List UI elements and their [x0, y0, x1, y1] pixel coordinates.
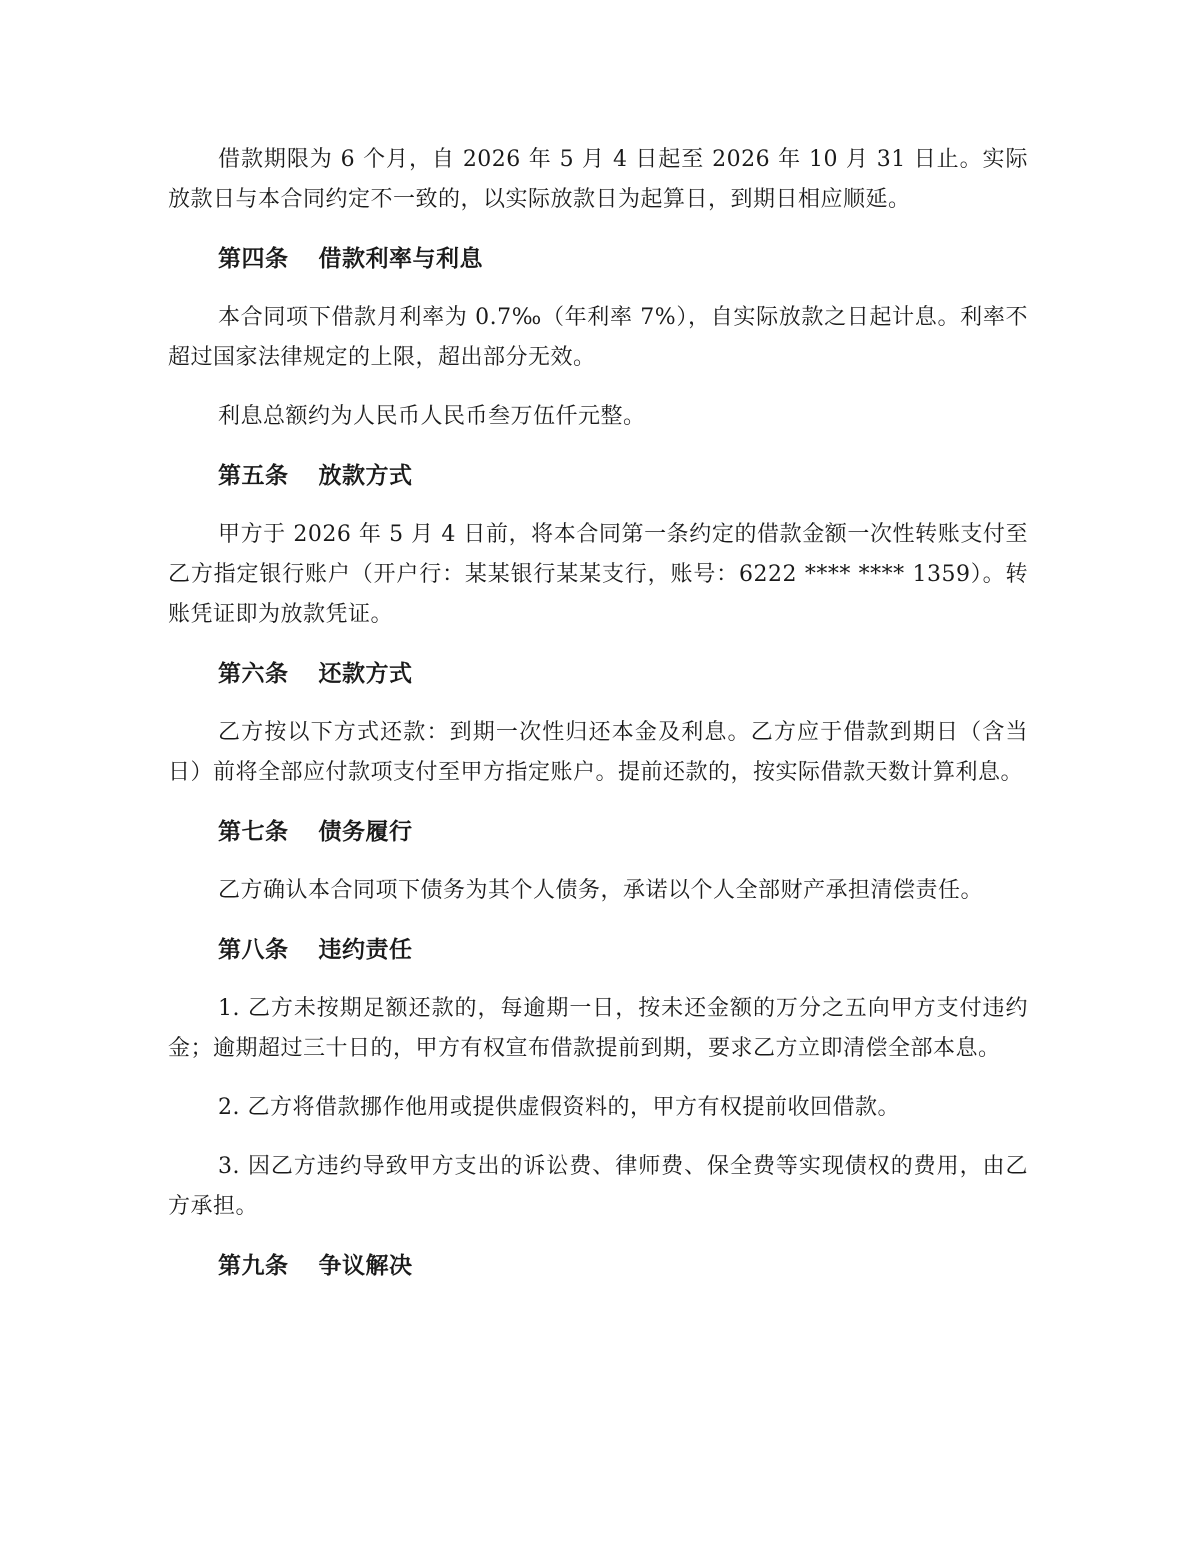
breach-clause-2: 2. 乙方将借款挪作他用或提供虚假资料的，甲方有权提前收回借款。	[218, 1095, 900, 1120]
article-4-number: 第四条	[218, 245, 289, 272]
article-9-title: 争议解决	[318, 1252, 413, 1279]
loan-term-paragraph: 借款期限为 6 个月，自 2026 年 5 月 4 日起至 2026 年 10 月 31 日止。实际放款日与本合同约定不一致的，以实际放款日为起算日，到期日相应顺延。	[168, 147, 1028, 212]
breach-clause-1: 1. 乙方未按期足额还款的，每逾期一日，按未还金额的万分之五向甲方支付违约金；逾期超过三十日的，甲方有权宣布借款提前到期，要求乙方立即清偿全部本息。	[168, 996, 1028, 1061]
article-7-number: 第七条	[218, 818, 289, 845]
article-7-title: 债务履行	[318, 818, 413, 845]
debt-performance-paragraph: 乙方确认本合同项下债务为其个人债务，承诺以个人全部财产承担清偿责任。	[218, 878, 984, 903]
article-7-heading	[218, 812, 1028, 852]
article-8-heading	[218, 930, 1028, 970]
article-5-heading	[218, 456, 1028, 496]
interest-rate-paragraph: 本合同项下借款月利率为 0.7‰（年利率 7%），自实际放款之日起计息。利率不超过国家法律规定的上限，超出部分无效。	[168, 305, 1028, 370]
article-6-heading	[218, 654, 1028, 694]
article-6-number: 第六条	[218, 660, 289, 687]
article-8-title: 违约责任	[318, 936, 413, 963]
breach-clause-3: 3. 因乙方违约导致甲方支出的诉讼费、律师费、保全费等实现债权的费用，由乙方承担。	[168, 1154, 1028, 1219]
article-9-heading	[218, 1246, 1028, 1286]
article-4-title: 借款利率与利息	[318, 245, 483, 272]
contract-page	[168, 140, 1028, 1305]
article-4-heading	[218, 239, 1028, 279]
interest-total-paragraph: 利息总额约为人民币人民币叁万伍仟元整。	[218, 404, 646, 429]
article-5-title: 放款方式	[318, 462, 413, 489]
repayment-paragraph: 乙方按以下方式还款：到期一次性归还本金及利息。乙方应于借款到期日（含当日）前将全部应付款项支付至甲方指定账户。提前还款的，按实际借款天数计算利息。	[168, 720, 1028, 785]
article-5-number: 第五条	[218, 462, 289, 489]
article-9-number: 第九条	[218, 1252, 289, 1279]
article-8-number: 第八条	[218, 936, 289, 963]
disbursement-paragraph: 甲方于 2026 年 5 月 4 日前，将本合同第一条约定的借款金额一次性转账支付至乙方指定银行账户（开户行：某某银行某某支行，账号：6222 **** **** 1359）。转账凭证即为放款凭证。	[168, 522, 1028, 627]
article-6-title: 还款方式	[318, 660, 413, 687]
